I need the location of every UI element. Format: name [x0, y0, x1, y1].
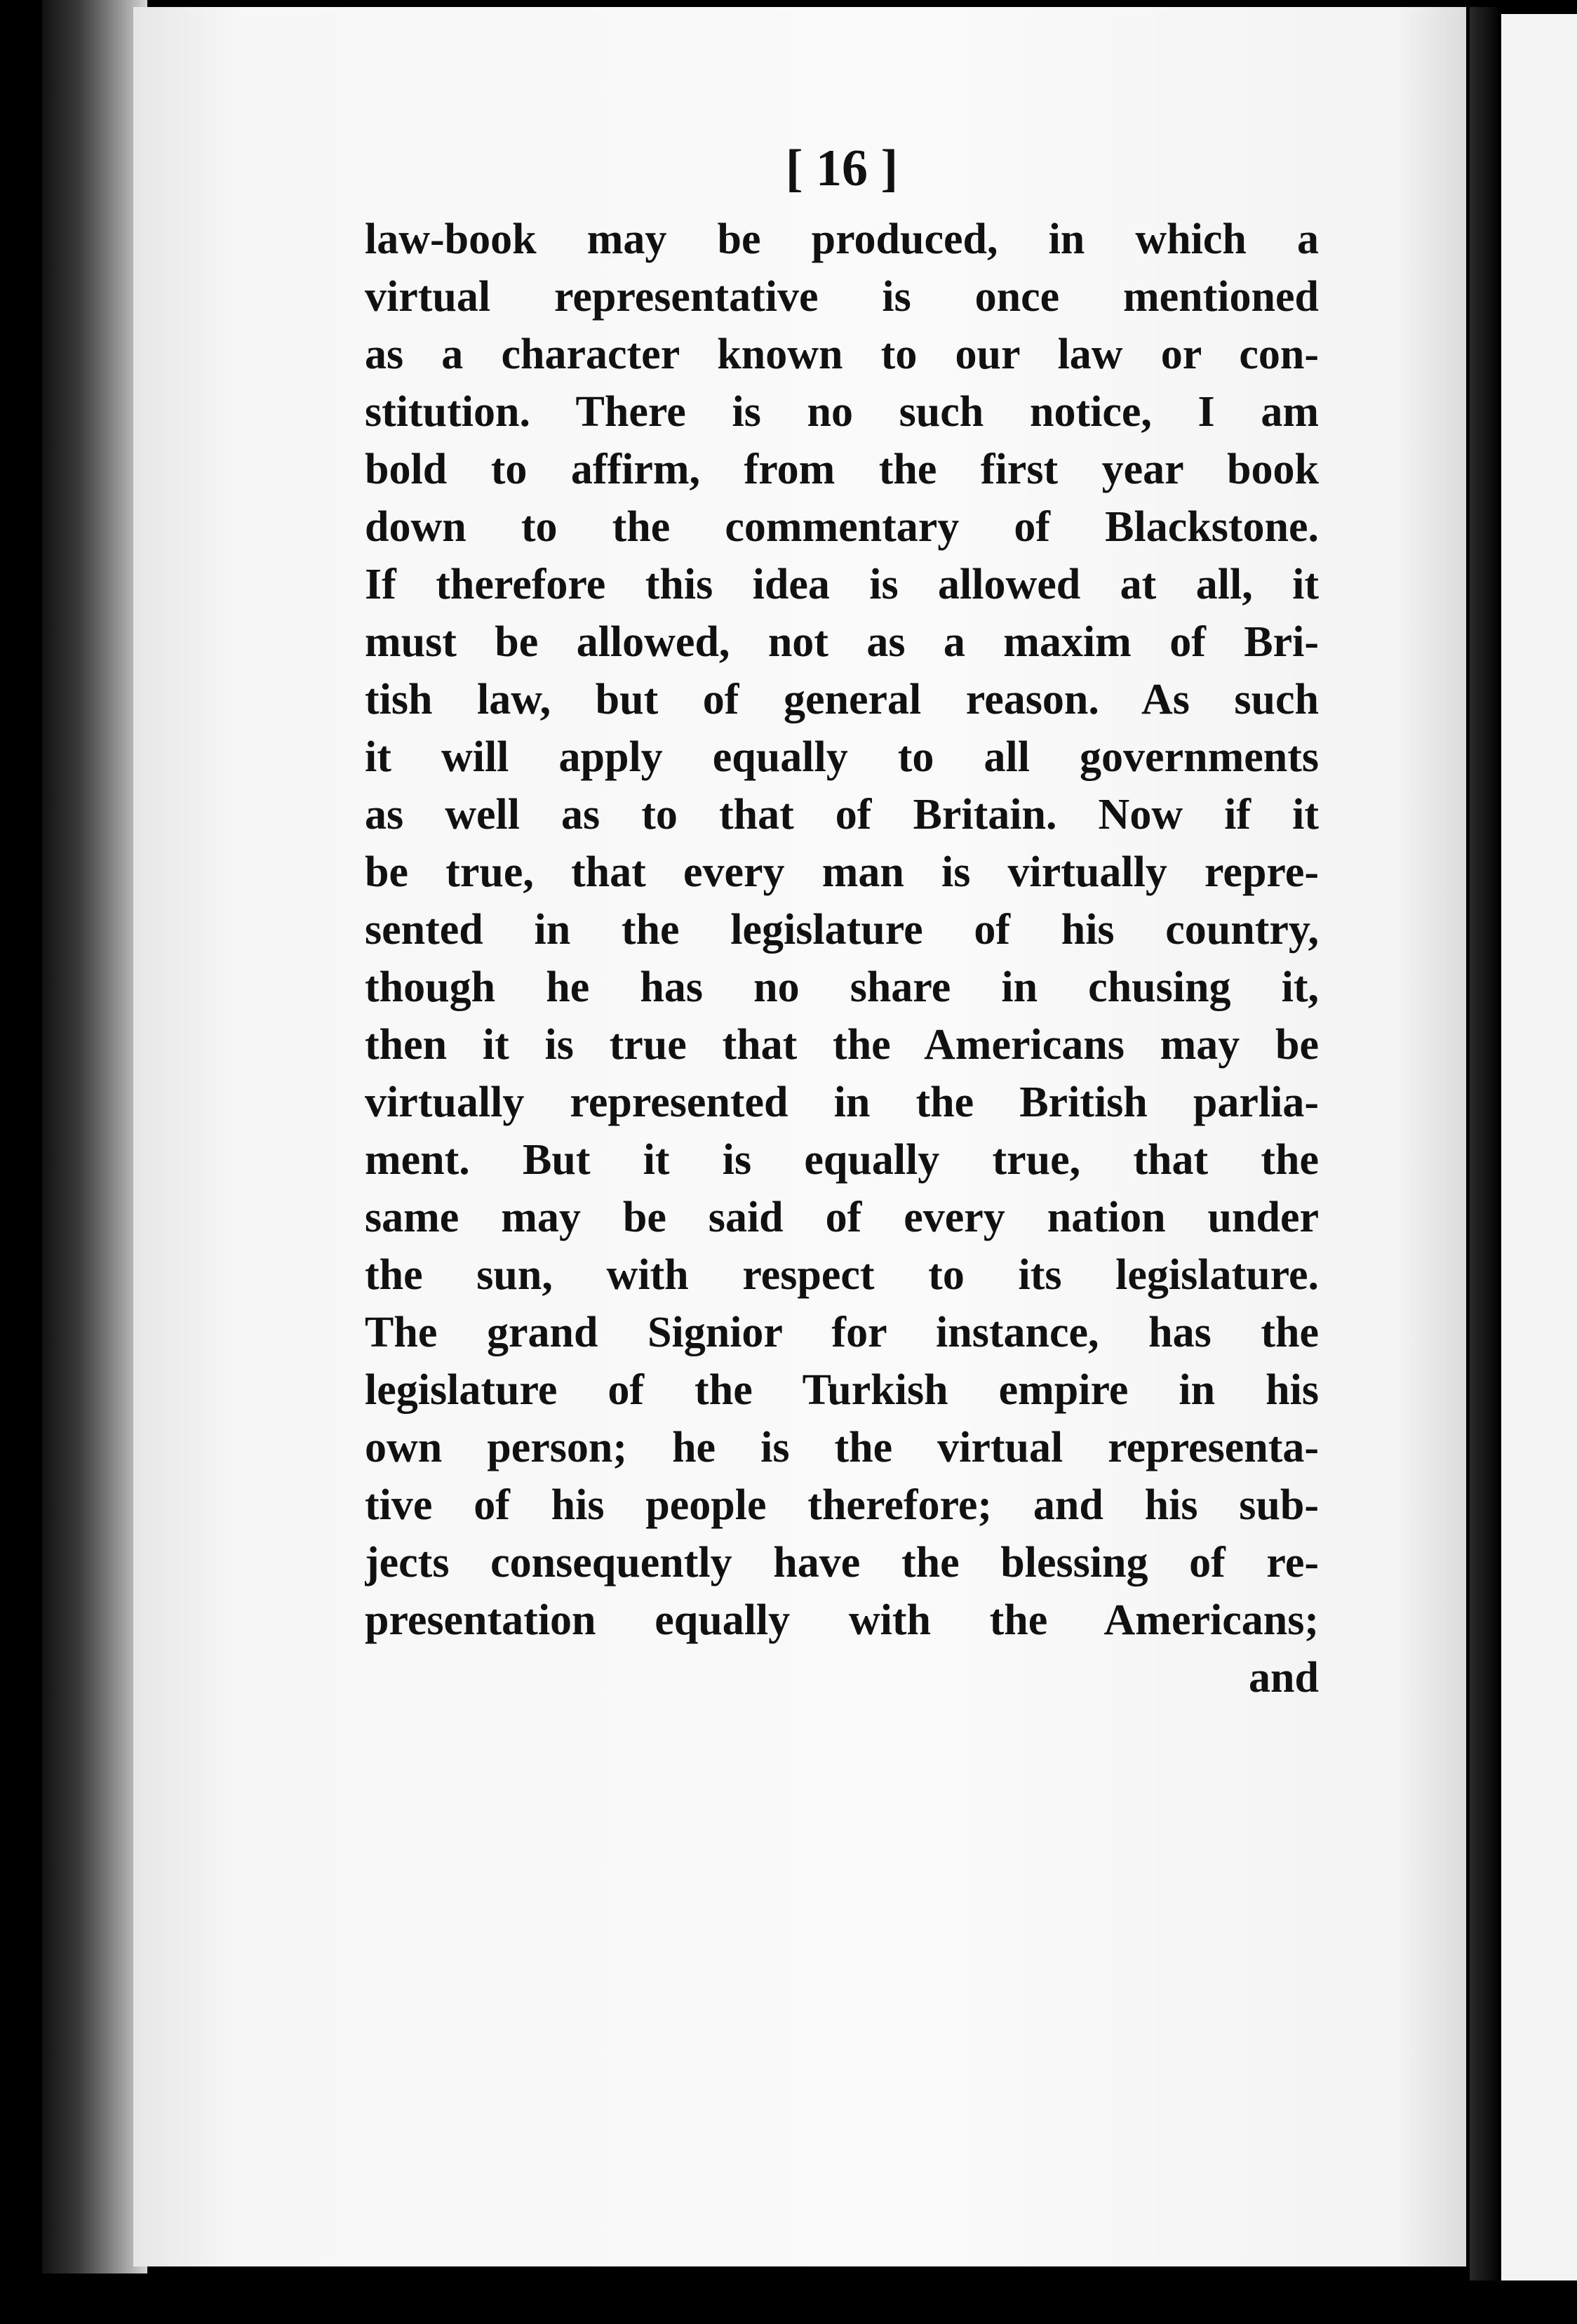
facing-page-edge: [1501, 14, 1577, 2280]
text-line: virtual representative is once mentioned: [365, 273, 1319, 321]
text-line: jects consequently have the blessing of re-: [365, 1539, 1319, 1587]
page-number: [ 16 ]: [785, 140, 899, 197]
text-line: same may be said of every nation under: [365, 1194, 1319, 1241]
body-text: [365, 211, 1319, 1707]
text-line: as a character known to our law or con-: [365, 330, 1319, 378]
text-line: though he has no share in chusing it,: [365, 963, 1319, 1011]
text-line: stitution. There is no such notice, I am: [365, 388, 1319, 436]
text-line: virtually represented in the British parlia-: [365, 1078, 1319, 1126]
book-gutter: [1470, 7, 1498, 2280]
book-left-edge: [42, 0, 147, 2273]
text-line: legislature of the Turkish empire in his: [365, 1366, 1319, 1414]
text-line: own person; he is the virtual representa-: [365, 1424, 1319, 1471]
text-line: be true, that every man is virtually repre-: [365, 848, 1319, 896]
text-line: down to the commentary of Blackstone.: [365, 503, 1319, 551]
text-line: presentation equally with the Americans;: [365, 1596, 1319, 1644]
text-line: as well as to that of Britain. Now if it: [365, 791, 1319, 839]
text-line: must be allowed, not as a maxim of Bri-: [365, 618, 1319, 666]
catchword: and: [1249, 1654, 1319, 1702]
text-line: tive of his people therefore; and his sub-: [365, 1481, 1319, 1529]
text-line: bold to affirm, from the first year book: [365, 446, 1319, 493]
text-line: ment. But it is equally true, that the: [365, 1136, 1319, 1184]
text-line: tish law, but of general reason. As such: [365, 676, 1319, 723]
text-line: The grand Signior for instance, has the: [365, 1309, 1319, 1356]
text-line: it will apply equally to all governments: [365, 733, 1319, 781]
text-line: then it is true that the Americans may be: [365, 1021, 1319, 1069]
text-line: sented in the legislature of his country,: [365, 906, 1319, 954]
text-line: the sun, with respect to its legislature.: [365, 1251, 1319, 1299]
text-line: If therefore this idea is allowed at all, it: [365, 561, 1319, 608]
text-line: law-book may be produced, in which a: [365, 215, 1319, 263]
